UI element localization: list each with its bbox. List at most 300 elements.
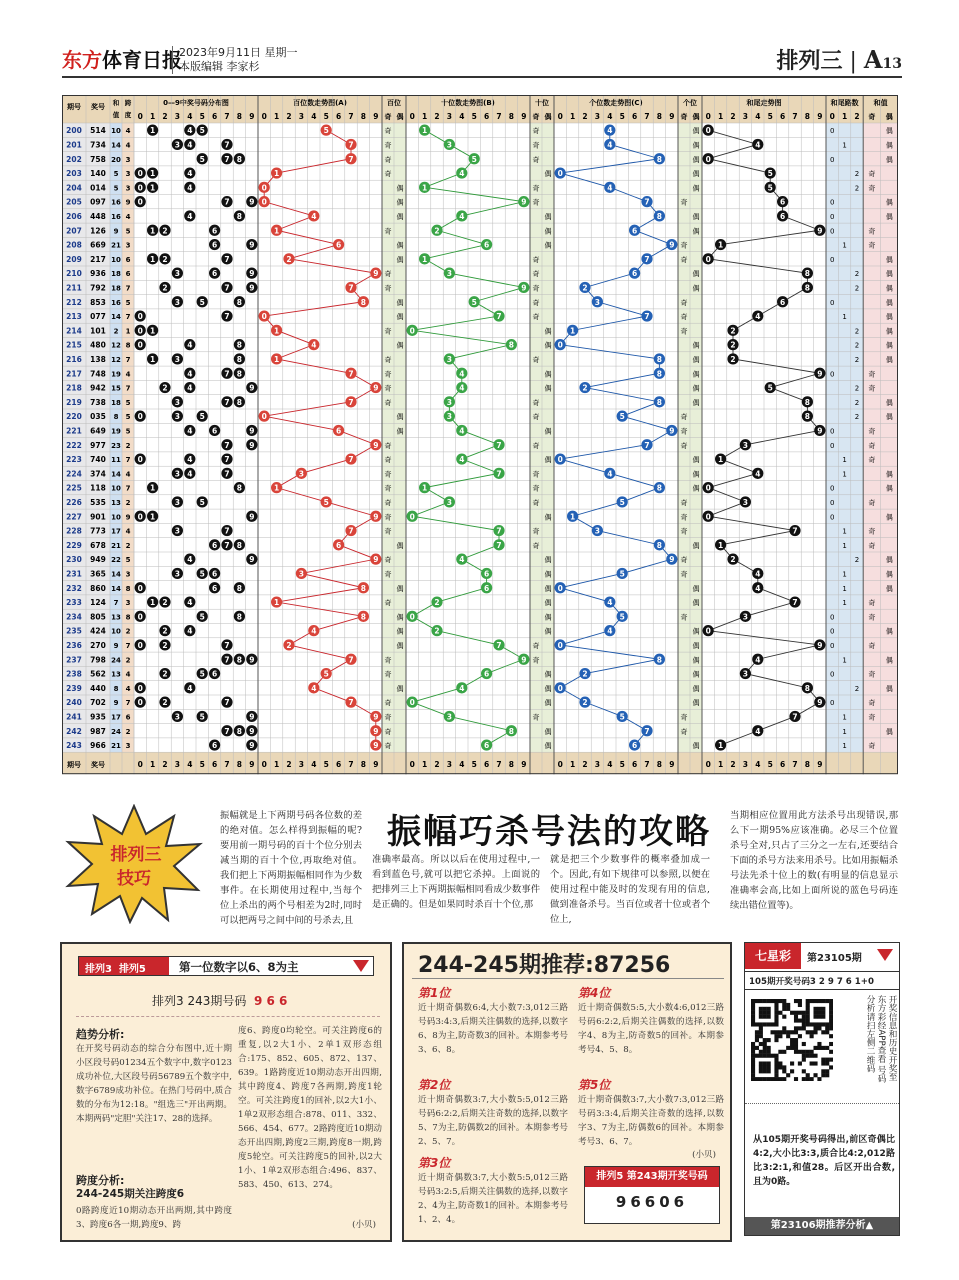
ball-c-digit: 8 (656, 483, 663, 493)
qr-module (813, 1007, 817, 1011)
digit-header: 9 (669, 112, 675, 121)
dist-ball-digit: 8 (236, 340, 243, 350)
qr-module (763, 1015, 767, 1019)
dist-ball-digit: 8 (236, 612, 243, 622)
digit-header: 4 (311, 112, 317, 121)
row-number: 480 (90, 340, 106, 350)
ball-b-digit: 4 (459, 426, 465, 436)
parity-header: 奇 (680, 113, 688, 121)
row-period: 211 (66, 283, 82, 293)
qr-module (767, 1054, 771, 1058)
ball-tail-digit: 2 (730, 326, 736, 336)
qr-module (782, 1015, 786, 1019)
row-period: 222 (66, 440, 82, 450)
ball-c-digit: 0 (557, 169, 563, 179)
parity-c: 奇 (680, 527, 688, 536)
parity-c: 奇 (680, 255, 688, 264)
ball-a-digit: 7 (348, 369, 354, 379)
row-sum: 2 (113, 327, 119, 336)
qr-module (778, 1011, 782, 1015)
digit-header: 7 (792, 112, 798, 121)
qr-module (802, 1077, 806, 1081)
ball-tail-digit: 8 (804, 269, 811, 279)
parity-a: 奇 (384, 556, 392, 565)
parity-sum: 偶 (885, 313, 893, 322)
qr-module (767, 1061, 771, 1065)
ball-b-digit: 4 (459, 369, 465, 379)
ball-a-digit: 4 (311, 340, 317, 350)
ball-b-digit: 7 (496, 469, 502, 479)
parity-c: 偶 (692, 284, 700, 293)
row-period: 213 (66, 312, 82, 322)
parity-a: 奇 (384, 513, 392, 522)
dist-ball-digit: 1 (149, 254, 156, 264)
dist-ball-digit: 9 (249, 555, 255, 565)
qr-module (817, 1042, 821, 1046)
qr-module (782, 1069, 786, 1073)
draw-number: 9 6 6 (254, 994, 288, 1008)
digit-footer: 0 (705, 760, 711, 770)
row-span: 7 (125, 699, 131, 708)
qr-module (825, 1030, 829, 1034)
next-issue-link[interactable]: 第23106期推荐分析▲ (745, 1217, 899, 1235)
digit-footer: 4 (187, 760, 193, 770)
row-sum: 16 (111, 212, 121, 221)
road-value: 0 (829, 441, 835, 450)
ball-a-digit: 7 (348, 283, 354, 293)
qr-module (763, 1077, 767, 1081)
qr-module (829, 1042, 833, 1046)
ball-tail-digit: 0 (705, 512, 711, 522)
digit-header: 0 (705, 112, 711, 121)
ball-a-digit: 9 (373, 383, 379, 393)
road-value: 0 (829, 613, 835, 622)
ball-b-digit: 6 (483, 569, 490, 579)
pos5-title: 第5位 (578, 1078, 611, 1092)
dist-ball-digit: 0 (137, 455, 143, 465)
parity-a: 偶 (396, 541, 404, 550)
parity-b: 奇 (532, 541, 540, 550)
qr-module (767, 1065, 771, 1069)
qr-module (771, 1054, 775, 1058)
digit-header: 0 (137, 112, 143, 121)
row-number: 101 (90, 326, 106, 336)
ball-tail-digit: 0 (705, 626, 711, 636)
qr-module (782, 1065, 786, 1069)
qr-module (821, 1046, 825, 1050)
ball-b-digit: 4 (459, 169, 465, 179)
road-value: 1 (842, 713, 847, 722)
editor-line: 本版编辑 李家杉 (179, 60, 260, 73)
parity-sum: 奇 (868, 441, 876, 450)
pos2-title: 第2位 (418, 1078, 451, 1092)
road-header: 0 (829, 112, 835, 121)
row-sum: 10 (111, 513, 121, 522)
left-box-banner (78, 956, 374, 976)
road-header: 1 (841, 112, 848, 121)
qr-module (813, 1026, 817, 1030)
parity-b: 偶 (544, 727, 552, 736)
parity-a: 奇 (384, 484, 392, 493)
qr-module (786, 1046, 790, 1050)
qr-module (829, 1026, 833, 1030)
dist-ball-digit: 3 (174, 297, 181, 307)
row-span: 3 (125, 599, 131, 608)
digit-header: 5 (323, 112, 329, 121)
pos4-title: 第4位 (578, 986, 611, 1000)
section-title: 排列三 (776, 48, 843, 74)
page-letter: A (863, 45, 883, 74)
ball-tail-digit: 0 (705, 154, 711, 164)
qr-code-icon[interactable] (751, 999, 833, 1081)
digit-header: 3 (446, 112, 453, 121)
dist-ball-digit: 5 (199, 712, 205, 722)
qr-module (825, 1069, 829, 1073)
ball-b-digit: 6 (483, 741, 490, 751)
ball-tail-digit: 8 (804, 412, 811, 422)
parity-sum: 偶 (885, 413, 893, 422)
ball-c-digit: 4 (607, 140, 613, 150)
row-period: 217 (66, 369, 82, 379)
row-span: 8 (125, 341, 131, 350)
parity-c: 奇 (680, 613, 688, 622)
parity-b: 奇 (532, 398, 540, 407)
digit-footer: 8 (236, 760, 243, 770)
article-title: 振幅巧杀号法的攻略 (387, 812, 711, 852)
road-value: 0 (829, 641, 835, 650)
row-sum: 10 (111, 627, 121, 636)
ball-c-digit: 4 (607, 126, 613, 136)
dist-ball-digit: 9 (249, 426, 255, 436)
qr-module (821, 1015, 825, 1019)
dist-ball-digit: 2 (162, 626, 168, 636)
qr-module (790, 1011, 794, 1015)
qr-module (798, 1011, 802, 1015)
row-number: 987 (90, 726, 106, 736)
ball-a-digit: 7 (348, 526, 354, 536)
parity-c: 偶 (692, 742, 700, 751)
pos1-block (418, 984, 568, 1057)
p5-draw-box (584, 1166, 720, 1224)
parity-sum: 奇 (868, 599, 876, 608)
parity-c: 偶 (692, 270, 700, 279)
row-span: 3 (125, 184, 131, 193)
qr-module (755, 1030, 759, 1034)
dist-ball-digit: 8 (236, 369, 243, 379)
row-period: 237 (66, 655, 82, 665)
qr-module (794, 1077, 798, 1081)
row-span: 9 (125, 198, 131, 207)
row-span: 5 (125, 413, 131, 422)
row-sum: 20 (111, 155, 121, 164)
ball-tail-digit: 0 (705, 126, 711, 136)
ball-a-digit: 9 (373, 555, 379, 565)
parity-sum: 偶 (885, 284, 893, 293)
row-span: 6 (125, 255, 131, 264)
digit-footer: 6 (211, 760, 218, 770)
ball-a-digit: 7 (348, 655, 354, 665)
digit-footer: 9 (521, 760, 527, 770)
digit-footer: 7 (496, 760, 502, 770)
qr-module (806, 1007, 810, 1011)
row-number: 440 (90, 683, 106, 693)
row-period: 226 (66, 497, 82, 507)
col-header-period: 期号 (67, 103, 81, 111)
parity-sum: 偶 (885, 255, 893, 264)
ball-tail-digit: 9 (817, 369, 823, 379)
road-value: 1 (842, 727, 847, 736)
parity-b: 偶 (544, 456, 552, 465)
parity-c: 奇 (680, 198, 688, 207)
parity-b: 偶 (544, 384, 552, 393)
qr-module (829, 1011, 833, 1015)
qr-module (759, 1069, 763, 1073)
row-sum: 7 (113, 599, 119, 608)
qr-module (767, 1046, 771, 1050)
row-sum: 14 (111, 584, 121, 593)
dist-ball-digit: 0 (137, 169, 143, 179)
parity-header: 偶 (692, 113, 700, 121)
badge-line1: 排列三 (110, 845, 162, 865)
qr-caption (841, 995, 897, 1087)
ball-c-digit: 1 (569, 512, 576, 522)
dist-ball-digit: 3 (174, 269, 181, 279)
parity-sum: 奇 (868, 370, 876, 379)
parity-sum: 偶 (885, 155, 893, 164)
row-span: 2 (125, 656, 131, 665)
row-number: 949 (90, 555, 106, 565)
digit-header: 6 (335, 112, 342, 121)
parity-a: 偶 (396, 684, 404, 693)
ball-b-digit: 3 (446, 712, 453, 722)
parity-sum: 奇 (868, 713, 876, 722)
dist-ball-digit: 0 (137, 698, 143, 708)
row-span: 2 (125, 627, 131, 636)
ball-a-digit: 6 (335, 426, 342, 436)
ball-b-digit: 7 (496, 526, 502, 536)
parity-sum: 偶 (885, 470, 893, 479)
group-title-sum: 和值 (873, 99, 888, 107)
divider (745, 989, 899, 990)
ball-b-digit: 9 (521, 197, 527, 207)
parity-a: 偶 (396, 255, 404, 264)
dist-ball-digit: 8 (236, 483, 243, 493)
row-sum: 11 (111, 456, 121, 465)
parity-c: 偶 (692, 127, 700, 136)
digit-footer: 6 (779, 760, 786, 770)
qr-module (751, 1011, 755, 1015)
parity-c: 偶 (692, 227, 700, 236)
qr-module (798, 1061, 802, 1065)
digit-header: 1 (421, 112, 428, 121)
dist-ball-digit: 5 (199, 297, 205, 307)
digit-header: 6 (779, 112, 786, 121)
parity-header: 偶 (544, 113, 552, 121)
qr-module (813, 1054, 817, 1058)
parity-a: 偶 (396, 613, 404, 622)
ball-a-digit: 4 (311, 626, 317, 636)
page-number: 13 (882, 56, 902, 72)
parity-a: 奇 (384, 742, 392, 751)
digit-footer: 0 (137, 760, 143, 770)
parity-sum: 奇 (868, 699, 876, 708)
row-span: 4 (125, 684, 131, 693)
dist-ball-digit: 8 (236, 354, 243, 364)
dist-ball-digit: 7 (224, 140, 230, 150)
ball-tail-digit: 2 (730, 340, 736, 350)
dist-ball-digit: 0 (137, 512, 143, 522)
road-value: 0 (829, 127, 835, 136)
ball-tail-digit: 1 (717, 540, 724, 550)
ball-b-digit: 0 (409, 698, 415, 708)
parity-b: 偶 (544, 241, 552, 250)
row-period: 203 (66, 169, 82, 179)
digit-header: 2 (434, 112, 440, 121)
parity-c: 偶 (692, 212, 700, 221)
group-title-a: 百位数走势图(A) (293, 99, 347, 107)
digit-header: 2 (730, 112, 736, 121)
qr-module (751, 1077, 755, 1081)
qr-caption-2: 号码分析请扫左侧二维码 (865, 995, 886, 1083)
row-period: 238 (66, 669, 82, 679)
qr-module (771, 1077, 775, 1081)
parity-c: 偶 (692, 370, 700, 379)
digit-header: 1 (149, 112, 156, 121)
row-sum: 18 (111, 398, 121, 407)
ball-tail-digit: 4 (755, 655, 761, 665)
parity-b: 偶 (544, 699, 552, 708)
ball-tail-digit: 4 (755, 469, 761, 479)
row-number: 678 (90, 540, 106, 550)
ball-b-digit: 3 (446, 269, 453, 279)
parity-c: 奇 (680, 327, 688, 336)
parity-b: 偶 (544, 370, 552, 379)
road-value: 0 (829, 427, 835, 436)
row-span: 2 (125, 727, 131, 736)
ball-a-digit: 4 (311, 683, 317, 693)
qr-module (763, 1054, 767, 1058)
parity-c: 偶 (692, 355, 700, 364)
qr-module (786, 1007, 790, 1011)
ball-b-digit: 6 (483, 240, 490, 250)
dist-ball-digit: 9 (249, 440, 255, 450)
dist-ball-digit: 1 (149, 126, 156, 136)
dist-ball-digit: 2 (162, 698, 168, 708)
row-sum: 21 (111, 241, 121, 250)
ball-c-digit: 0 (557, 583, 563, 593)
parity-a: 奇 (384, 699, 392, 708)
dist-ball-digit: 8 (236, 397, 243, 407)
road-value: 1 (842, 570, 847, 579)
row-span: 3 (125, 155, 131, 164)
row-span: 4 (125, 141, 131, 150)
ball-c-digit: 2 (582, 698, 588, 708)
ball-tail-digit: 7 (792, 598, 798, 608)
qr-module (821, 1007, 825, 1011)
dist-ball-digit: 6 (211, 269, 218, 279)
parity-c: 奇 (680, 313, 688, 322)
p5-label: 排列5 第243期开奖号码 (585, 1167, 719, 1187)
parity-sum: 奇 (868, 742, 876, 751)
qr-module (778, 1034, 782, 1038)
road-value: 1 (842, 470, 847, 479)
qr-module (774, 999, 778, 1003)
row-span: 4 (125, 670, 131, 679)
qxc-issue: 第23105期 (807, 953, 862, 964)
ball-a-digit: 7 (348, 455, 354, 465)
qr-module (813, 1061, 817, 1065)
road-value: 0 (829, 298, 835, 307)
digit-header: 2 (582, 112, 588, 121)
row-span: 5 (125, 556, 131, 565)
qr-module (751, 1007, 755, 1011)
row-span: 2 (125, 498, 131, 507)
qr-module (825, 1022, 829, 1026)
dist-ball-digit: 4 (187, 469, 193, 479)
dist-ball-digit: 4 (187, 211, 193, 221)
parity-a: 偶 (396, 241, 404, 250)
qr-module (829, 1034, 833, 1038)
qr-module (763, 1061, 767, 1065)
digit-footer: 2 (582, 760, 588, 770)
digit-footer: 1 (273, 760, 280, 770)
digit-header: 8 (804, 112, 811, 121)
road-value: 0 (829, 484, 835, 493)
ball-a-digit: 7 (348, 397, 354, 407)
row-sum: 9 (113, 641, 119, 650)
ball-tail-digit: 1 (717, 240, 724, 250)
row-sum: 17 (111, 713, 121, 722)
parity-a: 奇 (384, 670, 392, 679)
ball-c-digit: 8 (656, 397, 663, 407)
row-span: 4 (125, 370, 131, 379)
digit-footer: 9 (373, 760, 379, 770)
qr-module (794, 1038, 798, 1042)
masthead (62, 42, 902, 78)
qr-module (774, 1065, 778, 1069)
qr-module (763, 1069, 767, 1073)
ball-c-digit: 7 (644, 197, 650, 207)
row-sum: 14 (111, 570, 121, 579)
parity-b: 奇 (532, 313, 540, 322)
row-period: 202 (66, 154, 82, 164)
qr-module (763, 1050, 767, 1054)
ball-b-digit: 5 (471, 154, 477, 164)
qr-module (806, 999, 810, 1003)
dist-ball-digit: 5 (199, 412, 205, 422)
qr-module (794, 1050, 798, 1054)
parity-sum: 奇 (868, 384, 876, 393)
dist-ball-digit: 3 (174, 469, 181, 479)
road-value: 1 (842, 141, 847, 150)
ball-c-digit: 6 (631, 226, 638, 236)
parity-c: 奇 (680, 241, 688, 250)
row-number: 014 (90, 183, 106, 193)
ball-c-digit: 0 (557, 683, 563, 693)
parity-b: 奇 (532, 656, 540, 665)
parity-header: 奇 (384, 113, 392, 121)
parity-c: 偶 (692, 341, 700, 350)
digit-footer: 4 (607, 760, 613, 770)
row-period: 208 (66, 240, 82, 250)
row-number: 860 (90, 583, 106, 593)
ball-tail-digit: 4 (755, 312, 761, 322)
parity-b: 偶 (544, 427, 552, 436)
col-header-sum: 值 (112, 111, 120, 119)
qr-module (810, 1030, 814, 1034)
ball-c-digit: 2 (582, 383, 588, 393)
digit-footer: 3 (298, 760, 305, 770)
